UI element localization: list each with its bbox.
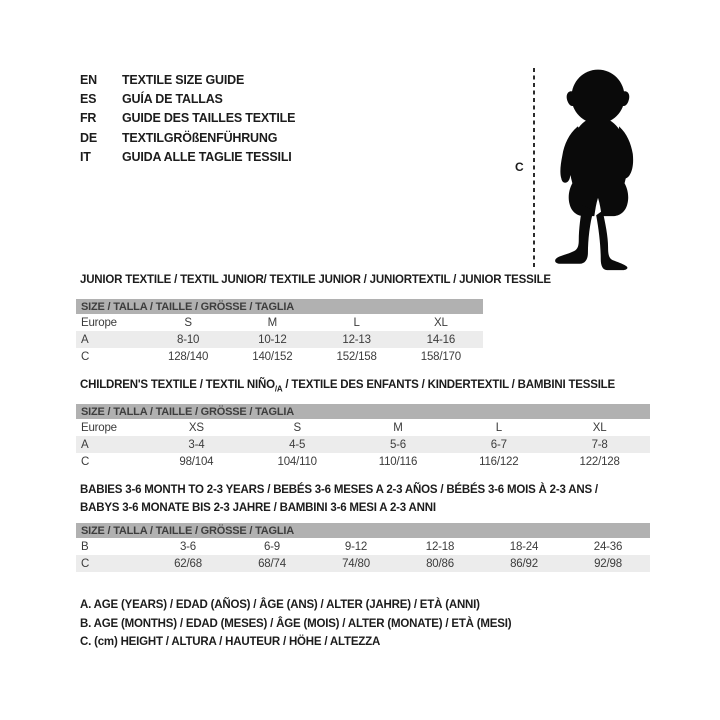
size-cell: 86/92	[510, 557, 538, 570]
language-row-it	[80, 148, 295, 167]
table-row-a	[76, 331, 483, 348]
size-cell: 158/170	[420, 350, 461, 363]
babies-size-table	[76, 523, 650, 572]
size-cell: 140/152	[252, 350, 293, 363]
size-cell: S	[184, 316, 192, 329]
table-row-b	[76, 538, 650, 555]
language-code: IT	[80, 150, 91, 165]
size-cell: L	[495, 421, 502, 434]
section-title-children	[80, 379, 615, 393]
size-cell: 4-5	[289, 438, 306, 451]
row-label: Europe	[81, 421, 117, 434]
size-cell: 12-13	[342, 333, 371, 346]
toddler-silhouette	[541, 66, 655, 272]
size-header-bar: SIZE / TALLA / TAILLE / GRÖSSE / TAGLIA	[76, 404, 650, 419]
size-cell: M	[393, 421, 403, 434]
size-cell: 7-8	[591, 438, 608, 451]
row-label: C	[81, 455, 90, 468]
row-label: A	[81, 438, 89, 451]
size-cell: 62/68	[174, 557, 202, 570]
row-label: C	[81, 350, 90, 363]
legend-line-b: B. AGE (MONTHS) / EDAD (MESES) / ÂGE (MOIS) / ALTER (MONATE) / ETÀ (MESI)	[80, 617, 512, 630]
size-cell: 128/140	[168, 350, 209, 363]
size-cell: 92/98	[594, 557, 622, 570]
section-title-junior: JUNIOR TEXTILE / TEXTIL JUNIOR/ TEXTILE JUNIOR / JUNIORTEXTIL / JUNIOR TESSILE	[80, 274, 551, 286]
size-cell: 12-18	[425, 540, 455, 553]
table-row-c	[76, 348, 483, 365]
children-title-sub: /A	[274, 384, 283, 394]
size-cell: 152/158	[336, 350, 377, 363]
size-cell: 8-10	[177, 333, 200, 346]
babies-title-line1: BABIES 3-6 MONTH TO 2-3 YEARS / BEBÉS 3-6 MESES A 2-3 AÑOS / BÉBÉS 3-6 MOIS À 2-3 ANS /	[80, 484, 598, 496]
language-label: TEXTILGRÖßENFÜHRUNG	[122, 130, 278, 145]
size-cell: 98/104	[179, 455, 214, 468]
size-cell: 80/86	[426, 557, 454, 570]
size-cell: 110/116	[378, 455, 418, 468]
language-list	[80, 70, 295, 167]
size-cell: XL	[592, 421, 607, 434]
language-code: ES	[80, 92, 97, 107]
size-cell: XS	[188, 421, 204, 434]
language-label: GUIDA ALLE TAGLIE TESSILI	[122, 150, 292, 165]
table-row-c	[76, 555, 650, 572]
children-title-pre: CHILDREN'S TEXTILE / TEXTIL NIÑO	[80, 379, 275, 391]
table-row-europe	[76, 314, 483, 331]
size-cell: XL	[434, 316, 448, 329]
table-row-a	[76, 436, 650, 453]
size-cell: 14-16	[426, 333, 456, 346]
size-cell: 104/110	[277, 455, 317, 468]
size-cell: S	[293, 421, 301, 434]
language-code: FR	[80, 111, 97, 126]
children-size-table	[76, 404, 650, 470]
language-row-de	[80, 128, 295, 147]
legend-line-c: C. (cm) HEIGHT / ALTURA / HAUTEUR / HÖHE / ALTEZZA	[80, 636, 381, 649]
language-label: GUIDE DES TAILLES TEXTILE	[122, 111, 296, 126]
height-measure-dotted-line	[533, 68, 535, 270]
size-cell: 6-9	[263, 540, 281, 553]
size-cell: 5-6	[389, 438, 406, 451]
size-cell: 18-24	[509, 540, 539, 553]
language-code: DE	[80, 130, 97, 145]
legend-line-a: A. AGE (YEARS) / EDAD (AÑOS) / ÂGE (ANS) / ALTER (JAHRE) / ETÀ (ANNI)	[80, 599, 480, 611]
size-cell: M	[267, 316, 278, 329]
table-row-europe	[76, 419, 650, 436]
junior-size-table	[76, 299, 483, 365]
size-cell: 74/80	[342, 557, 370, 570]
language-row-fr	[80, 109, 295, 128]
children-title-post: / TEXTILE DES ENFANTS / KINDERTEXTIL / BAMBINI TESSILE	[282, 379, 615, 391]
size-cell: 3-4	[188, 438, 205, 451]
language-label: TEXTILE SIZE GUIDE	[122, 72, 245, 87]
language-row-es	[80, 89, 295, 108]
row-label: Europe	[81, 316, 117, 329]
size-header-bar: SIZE / TALLA / TAILLE / GRÖSSE / TAGLIA	[76, 299, 483, 314]
language-code: EN	[80, 72, 97, 87]
size-cell: 24-36	[593, 540, 623, 553]
babies-title-line2: BABYS 3-6 MONATE BIS 2-3 JAHRE / BAMBINI 3-6 MESI A 2-3 ANNI	[80, 502, 436, 514]
size-cell: 10-12	[258, 333, 287, 346]
legend	[80, 596, 511, 652]
size-header-bar: SIZE / TALLA / TAILLE / GRÖSSE / TAGLIA	[76, 523, 650, 538]
size-cell: L	[353, 316, 360, 329]
size-cell: 116/122	[479, 455, 519, 468]
section-title-babies	[80, 481, 598, 517]
language-row-en	[80, 70, 295, 89]
language-label: GUÍA DE TALLAS	[122, 92, 223, 107]
row-label: A	[81, 333, 89, 346]
size-cell: 9-12	[344, 540, 368, 553]
size-cell: 6-7	[490, 438, 507, 451]
row-label: C	[81, 557, 90, 570]
size-cell: 3-6	[179, 540, 197, 553]
row-label: B	[81, 540, 89, 553]
table-row-c	[76, 453, 650, 470]
measure-label-c: C	[515, 160, 524, 174]
size-cell: 122/128	[579, 455, 620, 468]
size-cell: 68/74	[258, 557, 286, 570]
